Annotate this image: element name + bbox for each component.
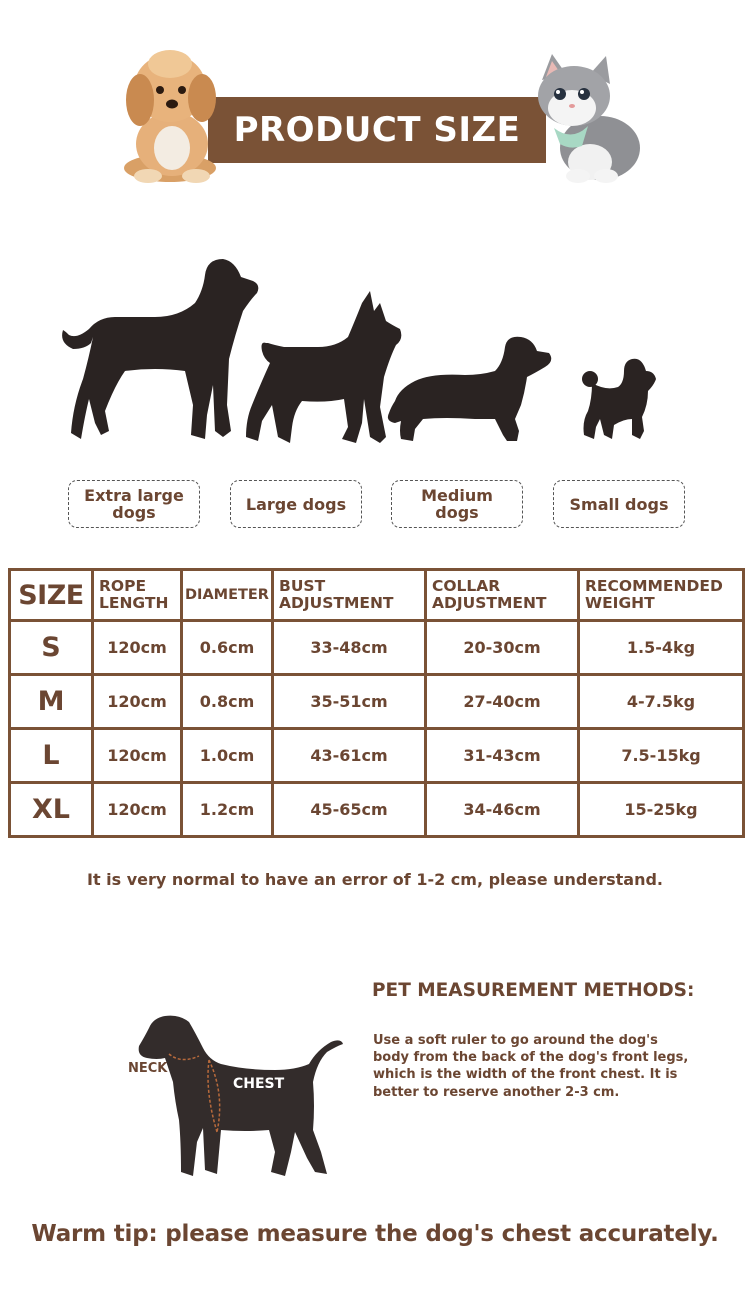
table-row xyxy=(10,783,744,837)
weight-cell: 15-25kg xyxy=(579,783,744,837)
category-label: Medium dogs xyxy=(421,486,493,522)
labrador-measure-illustration xyxy=(135,1012,345,1180)
size-cell: S xyxy=(10,621,93,675)
error-note: It is very normal to have an error of 1-2 cm, please understand. xyxy=(86,870,663,889)
poodle-silhouette xyxy=(578,355,658,445)
great-dane-silhouette xyxy=(55,255,260,443)
puppy-photo xyxy=(118,44,228,186)
table-row xyxy=(10,729,744,783)
weight-cell: 1.5-4kg xyxy=(579,621,744,675)
table-row xyxy=(10,675,744,729)
dachshund-silhouette xyxy=(385,335,555,443)
header-recommended-weight: RECOMMENDED WEIGHT xyxy=(579,570,744,621)
header-bust-adjustment: BUST ADJUSTMENT xyxy=(273,570,426,621)
header-collar-adjustment: COLLAR ADJUSTMENT xyxy=(426,570,579,621)
size-cell: L xyxy=(10,729,93,783)
size-table xyxy=(8,568,745,838)
table-row xyxy=(10,621,744,675)
size-cell: M xyxy=(10,675,93,729)
rope-length-cell: 120cm xyxy=(93,783,182,837)
header-rope-length: ROPE LENGTH xyxy=(93,570,182,621)
measurement-description: Use a soft ruler to go around the dog's body from the back of the dog's front legs, which is the width of the front chest. It is better to reserve another 2-3 cm. xyxy=(373,1033,689,1100)
warm-tip: Warm tip: please measure the dog's chest accurately. xyxy=(31,1221,719,1247)
measurement-title: PET MEASUREMENT METHODS: xyxy=(372,980,695,1001)
diameter-cell: 0.6cm xyxy=(182,621,273,675)
collar-cell: 20-30cm xyxy=(426,621,579,675)
category-extra-large-dogs xyxy=(68,480,200,528)
bust-cell: 45-65cm xyxy=(273,783,426,837)
chest-label: CHEST xyxy=(233,1076,285,1092)
diameter-cell: 0.8cm xyxy=(182,675,273,729)
table-header-row xyxy=(10,570,744,621)
weight-cell: 7.5-15kg xyxy=(579,729,744,783)
rope-length-cell: 120cm xyxy=(93,675,182,729)
bust-cell: 33-48cm xyxy=(273,621,426,675)
diameter-cell: 1.2cm xyxy=(182,783,273,837)
rope-length-cell: 120cm xyxy=(93,729,182,783)
size-cell: XL xyxy=(10,783,93,837)
page-title: PRODUCT SIZE xyxy=(233,110,521,150)
collar-cell: 31-43cm xyxy=(426,729,579,783)
rope-length-cell: 120cm xyxy=(93,621,182,675)
category-label: Small dogs xyxy=(569,494,669,514)
category-large-dogs xyxy=(230,480,362,528)
category-label: Large dogs xyxy=(245,494,347,514)
bust-cell: 43-61cm xyxy=(273,729,426,783)
category-medium-dogs xyxy=(391,480,523,528)
collar-cell: 27-40cm xyxy=(426,675,579,729)
schnauzer-silhouette xyxy=(240,287,405,447)
diameter-cell: 1.0cm xyxy=(182,729,273,783)
neck-label: NECK xyxy=(128,1061,168,1076)
weight-cell: 4-7.5kg xyxy=(579,675,744,729)
header-size: SIZE xyxy=(10,570,93,621)
kitten-photo xyxy=(530,50,642,185)
header-diameter: DIAMETER xyxy=(182,570,273,621)
category-label: Extra large dogs xyxy=(84,486,184,522)
bust-cell: 35-51cm xyxy=(273,675,426,729)
category-small-dogs xyxy=(553,480,685,528)
collar-cell: 34-46cm xyxy=(426,783,579,837)
